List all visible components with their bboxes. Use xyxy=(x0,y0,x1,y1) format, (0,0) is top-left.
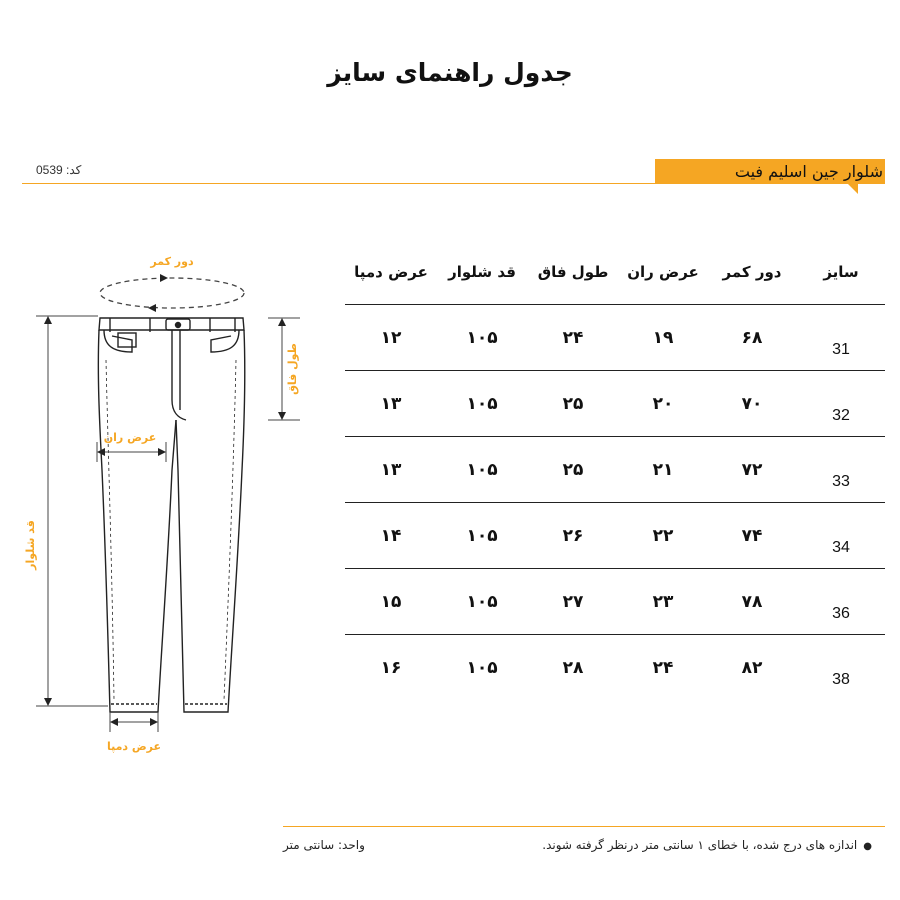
page-title: جدول راهنمای سایز xyxy=(327,58,573,87)
header-hem: عرض دمپا xyxy=(354,263,428,281)
table-row xyxy=(345,437,885,503)
waist-label: دور کمر xyxy=(150,255,194,268)
cell-length: ۱۰۵ xyxy=(466,657,498,678)
cell-rise: ۲۴ xyxy=(562,327,584,348)
table-row xyxy=(345,503,885,569)
cell-hem: ۱۳ xyxy=(380,393,402,414)
length-label: قد شلوار xyxy=(24,520,37,570)
cell-hem: ۱۲ xyxy=(380,327,402,348)
product-code: کد: 0539 xyxy=(36,163,82,177)
cell-hem: ۱۴ xyxy=(380,525,402,546)
cell-rise: ۲۷ xyxy=(562,591,584,612)
arrow-right-icon xyxy=(160,274,168,282)
cell-thigh: ۲۳ xyxy=(652,591,674,612)
cell-length: ۱۰۵ xyxy=(466,327,498,348)
cell-waist: ۷۴ xyxy=(741,525,763,546)
footer-divider xyxy=(283,826,885,827)
unit-label: واحد: سانتی متر xyxy=(283,838,365,852)
cell-length: ۱۰۵ xyxy=(466,591,498,612)
cell-size: 33 xyxy=(832,472,850,490)
measurement-note xyxy=(542,838,872,852)
cell-rise: ۲۸ xyxy=(562,657,584,678)
cell-waist: ۶۸ xyxy=(741,327,763,348)
cell-thigh: ۲۱ xyxy=(652,459,674,480)
cell-thigh: ۲۰ xyxy=(652,393,674,414)
cell-size: 38 xyxy=(832,670,850,688)
header-rise: طول فاق xyxy=(537,263,609,281)
cell-size: 32 xyxy=(832,406,850,424)
note-text: اندازه های درج شده، با خطای ۱ سانتی متر درنظر گرفته شوند. xyxy=(542,838,858,852)
table-row xyxy=(345,635,885,700)
cell-size: 34 xyxy=(832,538,850,556)
header-size: سایز xyxy=(823,263,859,281)
arrow-left-icon xyxy=(148,304,156,312)
cell-thigh: ۱۹ xyxy=(652,327,674,348)
pants-outline xyxy=(98,318,244,712)
cell-size: 31 xyxy=(832,340,850,358)
table-row xyxy=(345,371,885,437)
header-waist: دور کمر xyxy=(722,263,782,281)
cell-length: ۱۰۵ xyxy=(466,393,498,414)
waist-measure xyxy=(100,255,244,312)
thigh-measure xyxy=(97,431,166,462)
rise-label: طول فاق xyxy=(286,343,299,395)
cell-length: ۱۰۵ xyxy=(466,525,498,546)
header-thigh: عرض ران xyxy=(627,263,699,281)
cell-hem: ۱۳ xyxy=(380,459,402,480)
cell-rise: ۲۶ xyxy=(562,525,584,546)
cell-hem: ۱۵ xyxy=(380,591,402,612)
tab-notch xyxy=(848,184,858,194)
hem-label: عرض دمپا xyxy=(106,740,162,753)
size-table xyxy=(345,240,885,700)
cell-waist: ۷۰ xyxy=(741,393,763,414)
cell-size: 36 xyxy=(832,604,850,622)
bullet-icon: ● xyxy=(863,841,872,852)
jeans-diagram xyxy=(0,0,340,780)
table-row xyxy=(345,305,885,371)
cell-thigh: ۲۴ xyxy=(652,657,674,678)
thigh-label: عرض ران xyxy=(103,431,157,444)
header-length: قد شلوار xyxy=(448,263,516,281)
cell-waist: ۸۲ xyxy=(741,657,763,678)
cell-waist: ۷۸ xyxy=(741,591,763,612)
table-header xyxy=(345,240,885,305)
cell-rise: ۲۵ xyxy=(562,459,584,480)
cell-length: ۱۰۵ xyxy=(466,459,498,480)
rise-measure xyxy=(268,318,300,420)
cell-hem: ۱۶ xyxy=(380,657,402,678)
product-name-tab: شلوار جین اسلیم فیت xyxy=(655,159,885,184)
cell-waist: ۷۲ xyxy=(741,459,763,480)
cell-thigh: ۲۲ xyxy=(652,525,674,546)
hem-measure xyxy=(107,712,161,753)
length-measure xyxy=(24,316,108,706)
cell-rise: ۲۵ xyxy=(562,393,584,414)
table-row xyxy=(345,569,885,635)
